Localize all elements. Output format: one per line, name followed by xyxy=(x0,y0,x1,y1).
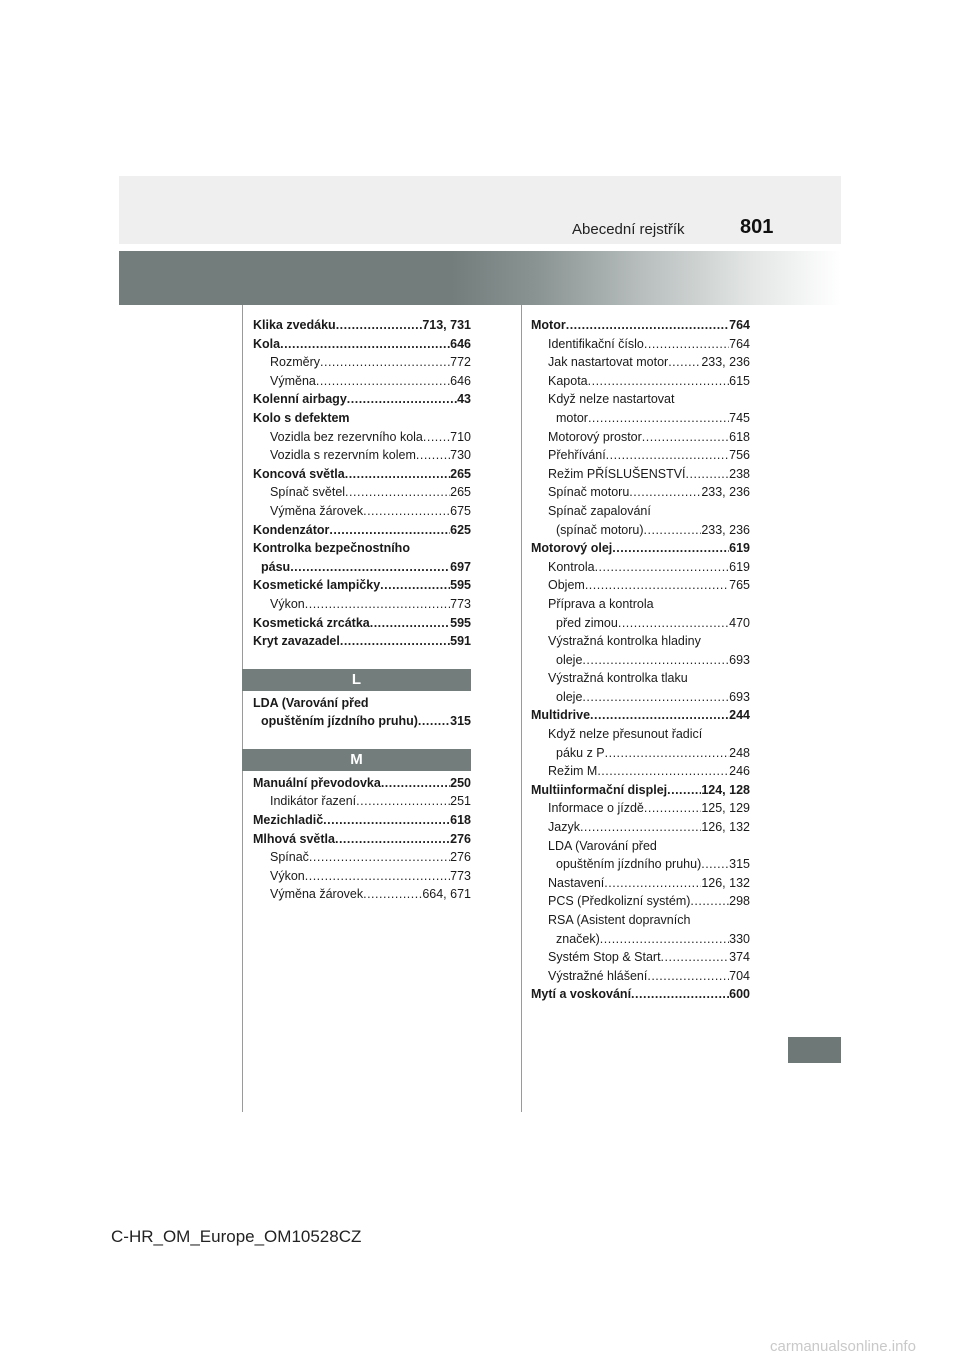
index-entry-page: 126, 132 xyxy=(701,820,750,835)
index-entry-term: Kola xyxy=(253,336,281,351)
index-entry xyxy=(253,867,471,886)
index-entry xyxy=(253,446,471,465)
index-entry-page: 124, 128 xyxy=(701,782,750,797)
index-entry-label: Když nelze přesunout řadicí xyxy=(548,727,703,742)
index-entry xyxy=(253,848,471,867)
index-entry-term: Motor xyxy=(531,318,566,332)
header-band xyxy=(119,176,841,244)
index-entry-page: 713, 731 xyxy=(422,318,471,332)
index-entry-page: 595 xyxy=(450,615,471,630)
index-entry xyxy=(253,335,471,354)
index-entry-term: Kontrola xyxy=(548,559,595,574)
index-entry xyxy=(253,774,471,793)
index-entry xyxy=(531,651,750,670)
index-entry xyxy=(531,818,750,837)
index-entry xyxy=(531,948,750,967)
index-entry-page: 233, 236 xyxy=(701,485,750,500)
dot-leader xyxy=(380,576,450,595)
index-entry xyxy=(531,688,750,707)
index-entry-page: 595 xyxy=(450,578,471,593)
index-entry-page: 693 xyxy=(729,652,750,667)
chapter-tab xyxy=(788,1037,841,1063)
index-entry xyxy=(253,465,471,484)
index-entry xyxy=(531,855,750,874)
dot-leader xyxy=(588,372,730,391)
dot-leader xyxy=(701,855,729,874)
index-entry xyxy=(531,521,750,540)
index-entry-page: 233, 236 xyxy=(701,355,750,370)
dot-leader xyxy=(588,409,729,428)
index-entry xyxy=(531,576,750,595)
index-entry-page: 618 xyxy=(450,813,471,828)
index-entry-page: 619 xyxy=(729,559,750,574)
dot-leader xyxy=(345,483,450,502)
document-code: C-HR_OM_Europe_OM10528CZ xyxy=(111,1227,362,1246)
index-entry-page: 730 xyxy=(450,448,471,463)
index-entry xyxy=(253,811,471,830)
index-entry-term: před zimou xyxy=(556,615,618,630)
dot-leader xyxy=(597,762,729,781)
index-entry-page: 315 xyxy=(450,714,471,729)
index-entry xyxy=(531,781,750,800)
index-entry-term: PCS (Předkolizní systém) xyxy=(548,894,691,909)
index-entry-term: Rozměry xyxy=(270,355,321,370)
dot-leader xyxy=(416,446,450,465)
index-entry-term: Výkon xyxy=(270,868,305,883)
dot-leader xyxy=(667,781,701,800)
index-entry-term: Vozidla s rezervním kolem xyxy=(270,448,416,463)
dot-leader xyxy=(418,712,450,731)
index-group-m-continued xyxy=(531,316,750,1004)
index-entry xyxy=(531,762,750,781)
index-column-2 xyxy=(531,316,750,1004)
dot-leader xyxy=(363,502,450,521)
index-entry-term: Mytí a voskování xyxy=(531,987,632,1002)
index-entry-page: 276 xyxy=(450,850,471,865)
index-entry-page: 244 xyxy=(729,708,750,723)
index-entry xyxy=(253,316,471,335)
dot-leader xyxy=(381,774,450,793)
index-entry-label: Výstražná kontrolka hladiny xyxy=(548,634,701,649)
index-entry-term: Spínač motoru xyxy=(548,485,630,500)
index-entry xyxy=(531,316,750,335)
dot-leader xyxy=(580,818,701,837)
dot-leader xyxy=(345,465,450,484)
index-entry-term: Kryt zavazadel xyxy=(253,634,340,649)
dot-leader xyxy=(668,353,701,372)
letter-heading-l: L xyxy=(242,669,471,691)
index-entry-term: Kondenzátor xyxy=(253,522,330,537)
index-entry-term: Spínač světel xyxy=(270,485,346,500)
index-entry xyxy=(253,558,471,577)
index-entry-page: 43 xyxy=(457,392,471,407)
dot-leader xyxy=(590,706,729,725)
index-entry-term: Motorový olej xyxy=(531,541,613,556)
index-entry-page: 773 xyxy=(450,868,471,883)
index-entry-page: 248 xyxy=(729,745,750,760)
dot-leader xyxy=(585,576,729,595)
index-entry-term: Přehřívání xyxy=(548,448,606,463)
section-title: Abecední rejstřík xyxy=(572,221,685,238)
index-entry-term: Indikátor řazení xyxy=(270,794,357,809)
dot-leader xyxy=(305,595,450,614)
index-entry-term: Objem xyxy=(548,578,585,593)
dot-leader xyxy=(644,521,702,540)
index-entry-page: 710 xyxy=(450,429,471,444)
index-entry xyxy=(531,930,750,949)
index-entry-term: Vozidla bez rezervního kola xyxy=(270,429,423,444)
dot-leader xyxy=(340,632,450,651)
index-entry-page: 646 xyxy=(450,373,471,388)
dot-leader xyxy=(356,792,450,811)
index-entry-term: Režim M xyxy=(548,764,598,779)
index-entry-page: 625 xyxy=(450,522,471,537)
index-entry xyxy=(531,874,750,893)
index-entry xyxy=(253,576,471,595)
index-entry xyxy=(253,502,471,521)
index-entry xyxy=(253,353,471,372)
index-entry-term: opuštěním jízdního pruhu) xyxy=(261,714,418,729)
index-entry-page: 619 xyxy=(729,541,750,556)
index-entry xyxy=(253,483,471,502)
dot-leader xyxy=(290,558,450,577)
index-entry-page: 126, 132 xyxy=(701,875,750,890)
index-entry xyxy=(253,830,471,849)
index-entry-label: Kontrolka bezpečnostního xyxy=(253,541,410,556)
letter-heading-m: M xyxy=(242,749,471,771)
index-entry-page: 697 xyxy=(450,559,471,574)
index-entry-term: Mezichladič xyxy=(253,813,324,828)
index-entry xyxy=(531,967,750,986)
index-entry xyxy=(531,985,750,1004)
index-entry-term: Výměna žárovek xyxy=(270,503,364,518)
dot-leader xyxy=(629,483,701,502)
dot-leader xyxy=(329,521,450,540)
index-entry-page: 374 xyxy=(729,950,750,965)
index-entry xyxy=(253,428,471,447)
dot-leader xyxy=(686,465,730,484)
dot-leader xyxy=(347,390,457,409)
index-group-k xyxy=(253,316,471,651)
dot-leader xyxy=(582,651,729,670)
index-entry-page: 233, 236 xyxy=(701,522,750,537)
dot-leader xyxy=(309,848,450,867)
index-entry-term: motor xyxy=(556,410,588,425)
index-entry xyxy=(531,409,750,428)
index-entry-page: 298 xyxy=(729,894,750,909)
index-entry-term: páku z P xyxy=(556,745,605,760)
index-entry-page: 615 xyxy=(729,373,750,388)
index-entry-page: 265 xyxy=(450,466,471,481)
index-entry-page: 664, 671 xyxy=(422,887,471,902)
index-entry-page: 600 xyxy=(729,987,750,1002)
index-entry-page: 238 xyxy=(729,466,750,481)
dot-leader xyxy=(595,558,730,577)
index-entry-page: 330 xyxy=(729,931,750,946)
index-entry-page: 470 xyxy=(729,615,750,630)
index-entry-term: Jazyk xyxy=(548,820,580,835)
index-entry-page: 246 xyxy=(729,764,750,779)
dot-leader xyxy=(690,892,729,911)
index-entry-term: Identifikační číslo xyxy=(548,336,644,351)
index-entry-term: značek) xyxy=(556,931,600,946)
index-entry-page: 704 xyxy=(729,968,750,983)
index-entry-label: LDA (Varování před xyxy=(548,838,657,853)
dot-leader xyxy=(320,353,450,372)
index-entry-term: Informace o jízdě xyxy=(548,801,644,816)
dot-leader xyxy=(661,948,730,967)
index-entry-page: 265 xyxy=(450,485,471,500)
index-entry-page: 646 xyxy=(450,336,471,351)
decorative-gradient-bar xyxy=(119,251,841,305)
index-entry-page: 591 xyxy=(450,634,471,649)
index-entry-term: Spínač xyxy=(270,850,309,865)
index-entry-term: Klika zvedáku xyxy=(253,318,336,332)
index-entry-term: (spínač motoru) xyxy=(556,522,644,537)
index-entry-page: 125, 129 xyxy=(701,801,750,816)
index-entry xyxy=(531,372,750,391)
index-entry xyxy=(531,614,750,633)
index-entry-term: Výstražné hlášení xyxy=(548,968,648,983)
index-entry xyxy=(531,892,750,911)
index-entry-page: 675 xyxy=(450,503,471,518)
index-entry xyxy=(531,446,750,465)
index-entry xyxy=(253,885,471,904)
index-entry-label: Výstražná kontrolka tlaku xyxy=(548,671,688,686)
dot-leader xyxy=(336,316,423,335)
dot-leader xyxy=(582,688,729,707)
index-entry-page: 764 xyxy=(729,318,750,332)
index-entry-term: Multidrive xyxy=(531,708,591,723)
index-group-l xyxy=(253,694,471,731)
index-entry xyxy=(253,632,471,651)
index-entry-term: pásu xyxy=(261,559,291,574)
index-entry xyxy=(253,614,471,633)
index-entry-term: Kolenní airbagy xyxy=(253,392,347,407)
index-entry xyxy=(531,539,750,558)
index-entry-label: RSA (Asistent dopravních xyxy=(548,913,691,927)
dot-leader xyxy=(316,372,450,391)
index-entry xyxy=(531,353,750,372)
index-entry xyxy=(531,465,750,484)
index-entry-label: Spínač zapalování xyxy=(548,503,651,518)
dot-leader xyxy=(644,335,729,354)
dot-leader xyxy=(612,539,729,558)
index-entry-label: Příprava a kontrola xyxy=(548,596,654,611)
index-entry-page: 315 xyxy=(729,857,750,872)
index-column-1 xyxy=(253,316,471,904)
column-divider-left xyxy=(242,305,243,1112)
index-entry xyxy=(253,792,471,811)
index-entry-page: 250 xyxy=(450,775,471,790)
dot-leader xyxy=(370,614,450,633)
dot-leader xyxy=(323,811,450,830)
index-entry xyxy=(531,744,750,763)
index-entry-term: Výkon xyxy=(270,596,305,611)
index-entry-term: Systém Stop & Start xyxy=(548,950,661,965)
index-entry-page: 756 xyxy=(729,448,750,463)
dot-leader xyxy=(363,885,422,904)
index-entry-page: 745 xyxy=(729,410,750,425)
index-entry-term: opuštěním jízdního pruhu) xyxy=(556,857,702,872)
index-entry-page: 276 xyxy=(450,831,471,846)
dot-leader xyxy=(642,428,729,447)
index-entry-page: 772 xyxy=(450,355,471,370)
index-entry xyxy=(253,390,471,409)
index-entry-term: Multiinformační displej xyxy=(531,782,668,797)
index-entry-label: Kolo s defektem xyxy=(253,410,350,425)
index-entry-label: Když nelze nastartovat xyxy=(548,392,675,407)
index-entry-page: 251 xyxy=(450,794,471,809)
index-entry xyxy=(531,799,750,818)
index-entry xyxy=(531,558,750,577)
index-entry xyxy=(253,595,471,614)
index-entry-term: Motorový prostor xyxy=(548,429,642,444)
index-group-m xyxy=(253,774,471,904)
index-entry xyxy=(531,428,750,447)
index-entry-term: Jak nastartovat motor xyxy=(548,355,669,370)
dot-leader xyxy=(423,428,450,447)
index-entry-term: oleje xyxy=(556,652,583,667)
index-entry xyxy=(253,521,471,540)
index-entry-term: oleje xyxy=(556,689,583,704)
index-entry-term: Nastavení xyxy=(548,875,605,890)
index-entry-term: Mlhová světla xyxy=(253,831,335,846)
index-entry xyxy=(531,483,750,502)
index-entry-term: Výměna xyxy=(270,373,316,388)
dot-leader xyxy=(566,316,729,335)
index-entry-term: Kosmetická zrcátka xyxy=(253,615,370,630)
dot-leader xyxy=(606,446,729,465)
dot-leader xyxy=(618,614,729,633)
index-entry-term: Kapota xyxy=(548,373,588,388)
index-entry xyxy=(531,335,750,354)
index-entry-label: LDA (Varování před xyxy=(253,695,369,710)
index-entry-term: Režim PŘÍSLUŠENSTVÍ xyxy=(548,466,686,481)
index-entry xyxy=(531,706,750,725)
index-entry-term: Koncová světla xyxy=(253,466,345,481)
watermark: carmanualsonline.info xyxy=(770,1338,916,1355)
index-entry xyxy=(253,372,471,391)
index-entry-page: 765 xyxy=(729,578,750,593)
dot-leader xyxy=(305,867,450,886)
dot-leader xyxy=(631,985,729,1004)
dot-leader xyxy=(600,930,729,949)
index-entry-page: 773 xyxy=(450,596,471,611)
index-entry-page: 693 xyxy=(729,689,750,704)
index-entry-page: 764 xyxy=(729,336,750,351)
page-number: 801 xyxy=(740,216,774,238)
index-entry-page: 618 xyxy=(729,429,750,444)
index-entry-term: Kosmetické lampičky xyxy=(253,578,381,593)
dot-leader xyxy=(644,799,701,818)
column-divider-middle xyxy=(521,305,522,1112)
index-entry-term: Výměna žárovek xyxy=(270,887,364,902)
dot-leader xyxy=(335,830,450,849)
dot-leader xyxy=(647,967,729,986)
index-entry-term: Manuální převodovka xyxy=(253,775,381,790)
dot-leader xyxy=(605,744,730,763)
dot-leader xyxy=(280,335,450,354)
index-entry xyxy=(253,712,471,731)
dot-leader xyxy=(604,874,701,893)
